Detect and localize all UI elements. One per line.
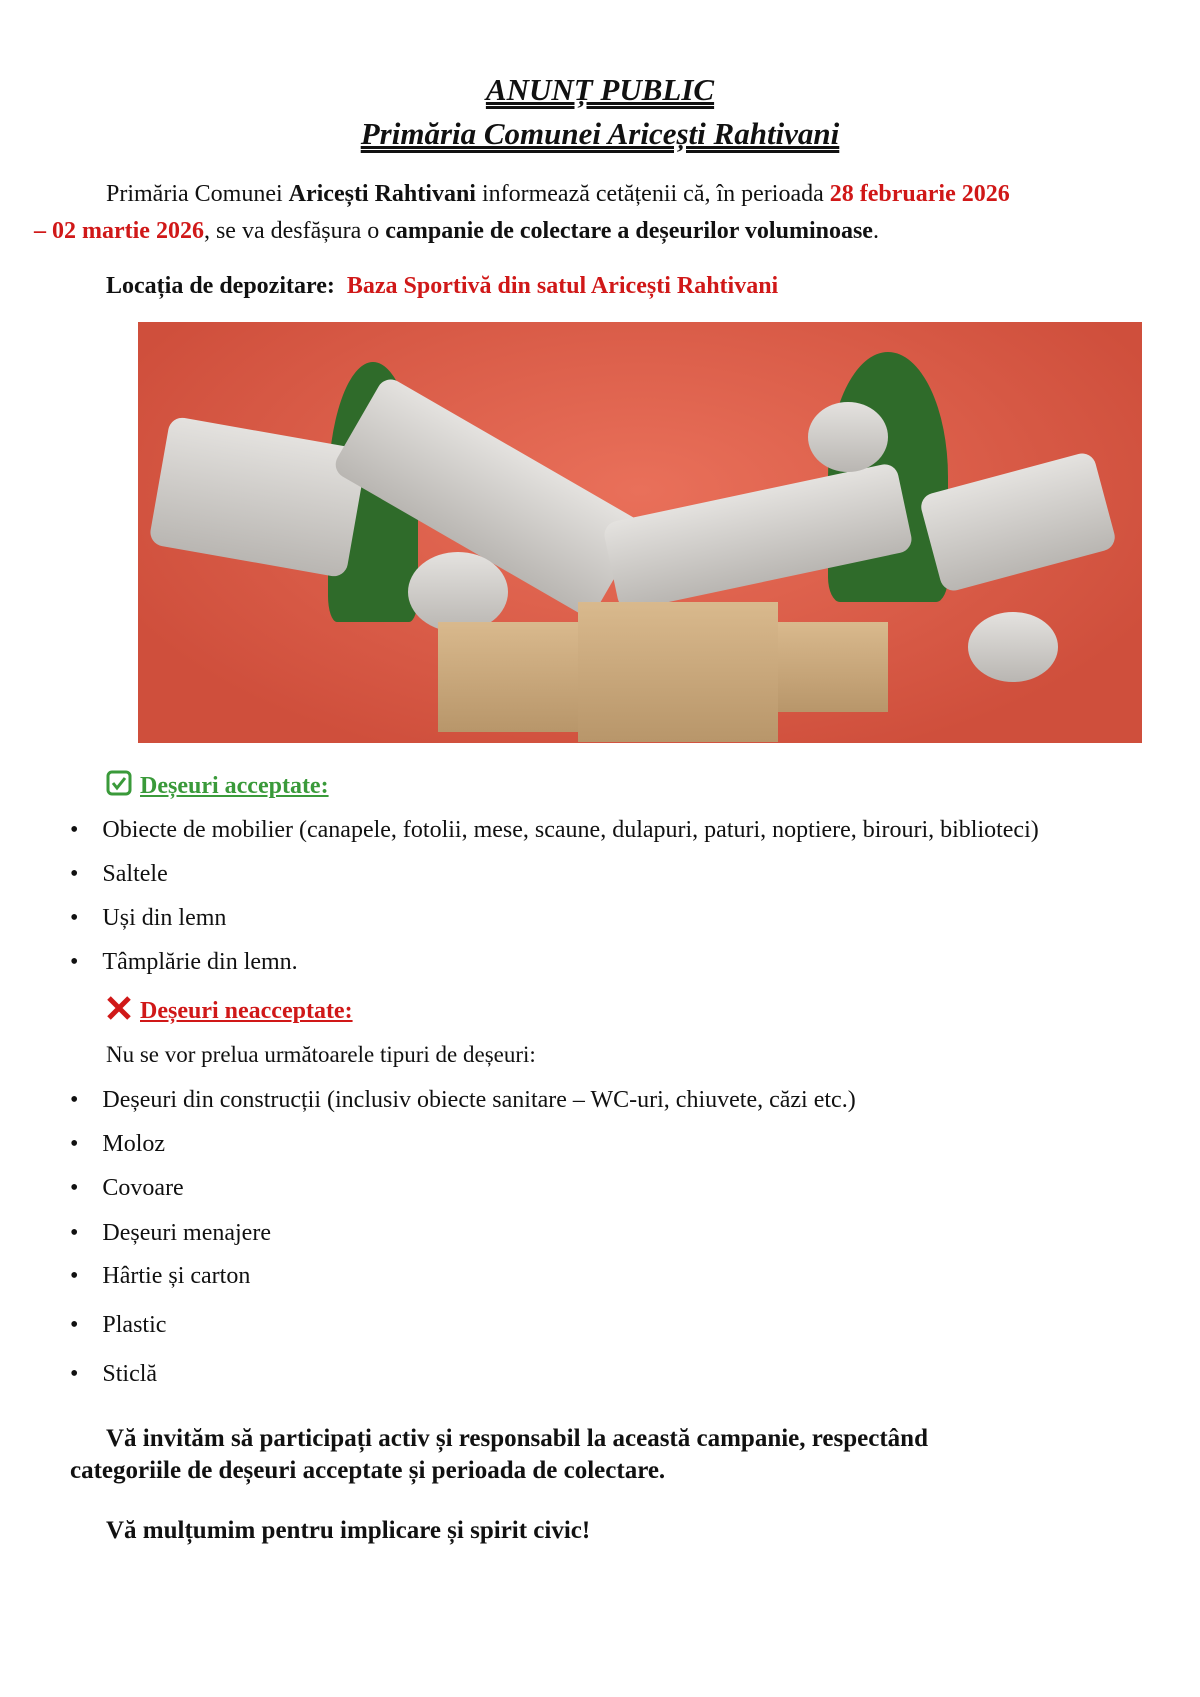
rejected-heading	[106, 995, 353, 1025]
location-label: Locația de depozitare:	[106, 273, 335, 299]
closing-line-2: categoriile de deșeuri acceptate și perioada de colectare.	[70, 1457, 666, 1484]
announcement-subtitle: Primăria Comunei Aricești Rahtivani	[360, 116, 840, 151]
rejected-item: Deșeuri din construcții (inclusiv obiecte sanitare – WC-uri, chiuvete, căzi etc.)	[102, 1087, 856, 1113]
list-item: • Covoare	[70, 1175, 184, 1201]
rejected-item: Moloz	[102, 1131, 166, 1157]
closing-line-1: Vă invităm să participați activ și responsabil la această campanie, respectând	[106, 1425, 928, 1452]
check-box-icon	[106, 770, 132, 796]
list-item: • Uși din lemn	[70, 905, 227, 931]
accepted-heading-text: Deșeuri acceptate:	[140, 773, 329, 799]
start-date: 28 februarie 2026	[829, 181, 1010, 207]
location-value: Baza Sportivă din satul Aricești Rahtivani	[346, 273, 779, 299]
list-item: • Obiecte de mobilier (canapele, fotolii, mese, scaune, dulapuri, paturi, noptiere, birouri, biblioteci)	[70, 817, 1039, 843]
intro-text: informează cetățenii că, în perioada	[475, 181, 830, 207]
intro-line-2	[34, 213, 879, 249]
announcement-title: ANUNȚ PUBLIC	[485, 72, 715, 107]
campaign-name: campanie de colectare a deșeurilor voluminoase	[385, 218, 873, 244]
thanks-line: Vă mulțumim pentru implicare și spirit civic!	[106, 1517, 591, 1544]
list-item: • Deșeuri menajere	[70, 1220, 271, 1246]
rejected-item: Hârtie și carton	[102, 1263, 251, 1289]
location-line	[106, 268, 778, 304]
intro-text: Primăria Comunei	[106, 181, 289, 207]
list-item: • Hârtie și carton	[70, 1263, 251, 1289]
rejected-heading-text: Deșeuri neacceptate:	[140, 998, 353, 1024]
rejected-item: Sticlă	[102, 1361, 158, 1387]
rejected-item: Deșeuri menajere	[102, 1220, 271, 1246]
intro-text: , se va desfășura o	[203, 218, 386, 244]
accepted-item: Saltele	[102, 861, 168, 887]
end-date: – 02 martie 2026	[34, 218, 204, 244]
accepted-item: Tâmplărie din lemn.	[102, 949, 298, 975]
accepted-item: Uși din lemn	[102, 905, 227, 931]
list-item: • Deșeuri din construcții (inclusiv obiecte sanitare – WC-uri, chiuvete, căzi etc.)	[70, 1087, 856, 1113]
accepted-heading	[106, 770, 329, 800]
accepted-item: Obiecte de mobilier (canapele, fotolii, mese, scaune, dulapuri, paturi, noptiere, birouri, biblioteci)	[102, 817, 1039, 843]
commune-name: Aricești Rahtivani	[288, 181, 476, 207]
intro-text: .	[872, 218, 879, 244]
list-item: • Saltele	[70, 861, 168, 887]
intro-line-1	[106, 176, 1010, 212]
list-item: • Tâmplărie din lemn.	[70, 949, 298, 975]
furniture-photo	[138, 322, 1142, 743]
cross-icon	[106, 995, 132, 1021]
rejected-item: Plastic	[102, 1312, 167, 1338]
rejected-intro: Nu se vor prelua următoarele tipuri de deșeuri:	[106, 1042, 536, 1067]
rejected-item: Covoare	[102, 1175, 184, 1201]
list-item: • Moloz	[70, 1131, 166, 1157]
list-item: • Plastic	[70, 1312, 167, 1338]
list-item: • Sticlă	[70, 1361, 158, 1387]
